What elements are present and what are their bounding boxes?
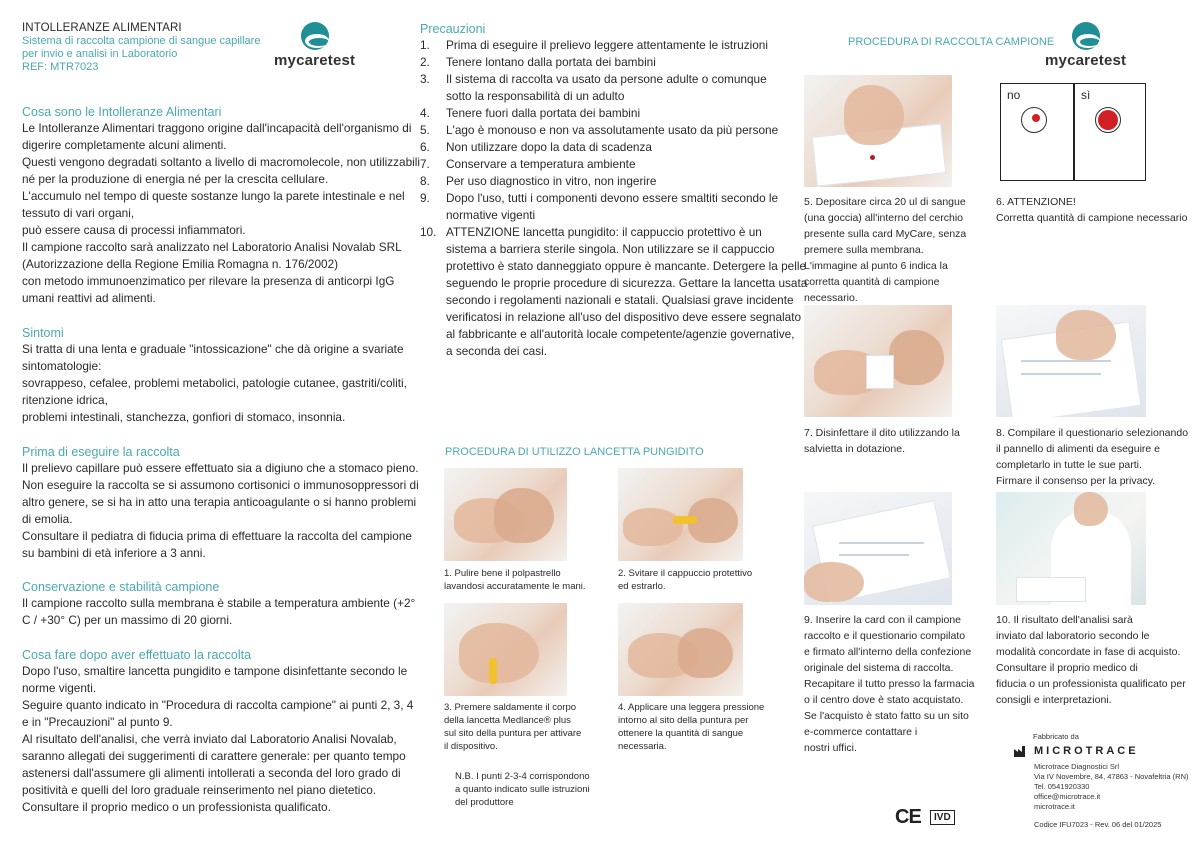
lancet-procedure-heading: PROCEDURA DI UTILIZZO LANCETTA PUNGIDITO <box>445 446 704 458</box>
logo-word: mycaretest <box>274 52 356 69</box>
item-text: a seconda dei casi. <box>446 344 547 358</box>
text-line: Il prelievo capillare può essere effettuato sia a digiuno che a stomaco pieno. <box>22 461 419 475</box>
caption-line: necessario. <box>804 292 858 304</box>
item-number: 2. <box>420 55 430 69</box>
step1-caption <box>444 567 586 593</box>
section-sintomi <box>22 326 407 426</box>
step8-caption <box>996 425 1188 489</box>
section-heading: Conservazione e stabilità campione <box>22 580 220 594</box>
section-prima <box>22 445 419 562</box>
ivd-mark: IVD <box>930 810 955 825</box>
caption-line: ottenere la quantità di sangue <box>618 728 744 739</box>
logo-icon <box>301 22 329 50</box>
address-line: Via IV Novembre, 84, 47863 - Novafeltria (RN) <box>1034 772 1189 781</box>
header-block <box>22 22 282 74</box>
section-heading: Precauzioni <box>420 22 486 36</box>
text-line: Non eseguire la raccolta se si assumono cortisonici o immunosoppressori di <box>22 478 419 492</box>
text-line: Dopo l'uso, smaltire lancetta pungidito e tampone disinfettante secondo le <box>22 664 408 678</box>
text-line: problemi intestinali, stanchezza, gonfiori di stomaco, insonnia. <box>22 410 346 424</box>
caption-line: necessaria. <box>618 741 667 752</box>
list-item <box>420 54 790 71</box>
caption-line: Recapitare il tutto presso la farmacia <box>804 678 975 690</box>
header-subtitle-line: Sistema di raccolta campione di sangue capillare <box>22 35 261 47</box>
text-line: norme vigenti. <box>22 681 97 695</box>
section-precauzioni <box>420 22 808 360</box>
text-line: sovrappeso, cefalee, problemi metabolici, patologie cutanee, gastriti/coliti, <box>22 376 407 390</box>
text-line: Questi vengono degradati soltanto a livello di macromolecole, non utilizzabili <box>22 155 421 169</box>
item-text: Non utilizzare dopo la data di scadenza <box>446 140 652 154</box>
caption-line: e-commerce contattare i <box>804 726 918 738</box>
item-text: normative vigenti <box>446 208 536 222</box>
step4-photo <box>618 603 743 696</box>
caption-line: salvietta in dotazione. <box>804 443 905 455</box>
item-number: 6. <box>420 140 430 154</box>
text-line: saranno allegati dei suggerimenti di carattere generale: per quanto tempo <box>22 749 406 763</box>
header-subtitle-line: per invio e analisi in Laboratorio <box>22 48 178 60</box>
caption-line: 5. Depositare circa 20 ul di sangue <box>804 196 966 208</box>
caption-line: sul sito della puntura per attivare <box>444 728 582 739</box>
text-line: su bambini di età inferiore a 3 anni. <box>22 546 206 560</box>
item-number: 9. <box>420 191 430 205</box>
note-line: N.B. I punti 2-3-4 corrispondono <box>455 771 590 782</box>
text-line: e in "Precauzioni" al punto 9. <box>22 715 173 729</box>
step8-photo <box>996 305 1146 417</box>
section-body <box>22 460 419 562</box>
text-line: (Autorizzazione della Regione Emilia Romagna n. 176/2002) <box>22 257 339 271</box>
section-body <box>22 341 407 426</box>
caption-line: 2. Svitare il cappuccio protettivo <box>618 568 753 579</box>
caption-line: consigli e interpretazioni. <box>996 694 1112 706</box>
email-line: office@microtrace.it <box>1034 792 1101 801</box>
caption-line: 7. Disinfettare il dito utilizzando la <box>804 427 960 439</box>
section-body <box>22 120 421 307</box>
item-number: 10. <box>420 225 437 239</box>
caption-line: nostri uffici. <box>804 742 857 754</box>
step2-photo <box>618 468 743 561</box>
item-text: Dopo l'uso, tutti i componenti devono essere smaltiti secondo le <box>446 191 779 205</box>
item-text: sistema a barriera sterile singola. Non utilizzare se il cappuccio <box>446 242 775 256</box>
panel-divider <box>1073 84 1075 180</box>
item-number: 1. <box>420 38 430 52</box>
list-item <box>420 105 790 122</box>
manufacturer-address <box>1034 762 1189 812</box>
manufacturer-label: Fabbricato da <box>1033 732 1079 741</box>
text-line: ritenzione idrica, <box>22 393 108 407</box>
section-intolleranze <box>22 105 421 307</box>
address-line: Microtrace Diagnostici Srl <box>1034 762 1120 771</box>
step6-caption <box>996 194 1187 226</box>
list-item <box>420 224 808 360</box>
section-conservazione <box>22 580 416 629</box>
item-text: verificatosi in relazione all'uso del dispositivo deve essere segnalato <box>446 310 802 324</box>
item-text: Il sistema di raccolta va usato da persone adulte o comunque <box>446 72 767 86</box>
text-line: sintomatologie: <box>22 359 102 373</box>
step7-photo <box>804 305 952 417</box>
item-text: Prima di eseguire il prelievo leggere attentamente le istruzioni <box>446 38 768 52</box>
caption-line: il pannello di alimenti da eseguire e <box>996 443 1161 455</box>
mycaretest-logo <box>1045 22 1126 69</box>
logo-icon <box>1072 22 1100 50</box>
step3-caption <box>444 701 581 753</box>
item-text: L'ago è monouso e non va assolutamente usato da più persone <box>446 123 779 137</box>
manufacturer-brand: MICROTRACE <box>1034 745 1139 757</box>
item-text: ATTENZIONE lancetta pungidito: il cappuccio protettivo è un <box>446 225 762 239</box>
caption-line: 9. Inserire la card con il campione <box>804 614 961 626</box>
text-line: C / +30° C) per un massimo di 20 giorni. <box>22 613 233 627</box>
section-body <box>22 663 414 816</box>
item-text: Conservare a temperatura ambiente <box>446 157 636 171</box>
item-number: 7. <box>420 157 430 171</box>
factory-icon <box>1013 744 1027 758</box>
caption-line: 6. ATTENZIONE! <box>996 196 1076 208</box>
item-number: 5. <box>420 123 430 137</box>
caption-line: intorno al sito della puntura per <box>618 715 749 726</box>
section-body <box>22 595 416 629</box>
text-line: Il campione raccolto sarà analizzato nel Laboratorio Analisi Novalab SRL <box>22 240 402 254</box>
step9-photo <box>804 492 952 605</box>
step5-photo <box>804 75 952 187</box>
text-line: positività e quelli del loro graduale reinserimento nel piano dietetico. <box>22 783 377 797</box>
step10-caption <box>996 612 1186 708</box>
section-heading: Cosa fare dopo aver effettuato la raccolta <box>22 648 252 662</box>
step9-caption <box>804 612 974 756</box>
caption-line: presente sulla card MyCare, senza <box>804 228 967 240</box>
caption-line: Corretta quantità di campione necessario <box>996 212 1188 224</box>
item-text: Tenere lontano dalla portata dei bambini <box>446 55 656 69</box>
step2-caption <box>618 567 752 593</box>
caption-line: 1. Pulire bene il polpastrello <box>444 568 561 579</box>
list-item <box>420 71 790 105</box>
step5-caption <box>804 194 966 306</box>
note-line: a quanto indicato sulle istruzioni <box>455 784 590 795</box>
section-heading: Sintomi <box>22 326 64 340</box>
address-line: Tel. 0541920330 <box>1034 782 1090 791</box>
caption-line: premere sulla membrana. <box>804 244 924 256</box>
item-text: secondo i regolamenti nazionali e statali. Qualsiasi grave incidente <box>446 293 794 307</box>
item-text: Per uso diagnostico in vitro, non ingerire <box>446 174 657 188</box>
text-line: Al risultato dell'analisi, che verrà inviato dal Laboratorio Analisi Novalab, <box>22 732 397 746</box>
text-line: altro genere, se si ha in atto una terapia anticoagulante o si hanno problemi <box>22 495 417 509</box>
step4-caption <box>618 701 764 753</box>
text-line: L'accumulo nel tempo di queste sostanze lungo la parete intestinale e nel <box>22 189 405 203</box>
precautions-list <box>420 37 808 360</box>
item-text: protettivo è stato danneggiato oppure è mancante. Detergere la pelle <box>446 259 807 273</box>
section-dopo <box>22 648 414 816</box>
list-item <box>420 173 790 190</box>
text-line: Seguire quanto indicato in "Procedura di raccolta campione" ai punti 2, 3, 4 <box>22 698 414 712</box>
header-ref: REF: MTR7023 <box>22 61 99 73</box>
text-line: può essere causa di processi infiammatori. <box>22 223 246 237</box>
list-item <box>420 190 790 224</box>
caption-line: fiducia o un professionista qualificato per <box>996 678 1186 690</box>
section-heading: Prima di eseguire la raccolta <box>22 445 180 459</box>
logo-word: mycaretest <box>1045 52 1127 69</box>
text-line: digerire completamente alcuni alimenti. <box>22 138 227 152</box>
item-number: 3. <box>420 72 430 86</box>
caption-line: originale del sistema di raccolta. <box>804 662 954 674</box>
collection-procedure-heading: PROCEDURA DI RACCOLTA CAMPIONE <box>848 36 1055 48</box>
item-text: sotto la responsabilità di un adulto <box>446 89 625 103</box>
small-blood-spot <box>1032 114 1040 122</box>
text-line: con metodo immunoenzimatico per rilevare la presenza di anticorpi IgG <box>22 274 395 288</box>
item-number: 4. <box>420 106 430 120</box>
text-line: né per la produzione di energia né per la crescita cellulare. <box>22 172 329 186</box>
list-item <box>420 122 790 139</box>
text-line: umani reattivi ad alimenti. <box>22 291 156 305</box>
caption-line: (una goccia) all'interno del cerchio <box>804 212 964 224</box>
text-line: Consultare il pediatra di fiducia prima di effettuare la raccolta del campione <box>22 529 412 543</box>
caption-line: 10. Il risultato dell'analisi sarà <box>996 614 1133 626</box>
caption-line: corretta quantità di campione <box>804 276 940 288</box>
item-text: Tenere fuori dalla portata dei bambini <box>446 106 641 120</box>
text-line: tessuto di vari organi, <box>22 206 135 220</box>
mycaretest-logo <box>274 22 355 69</box>
text-line: di emolia. <box>22 512 73 526</box>
si-label: sì <box>1081 88 1091 102</box>
document-code: Codice IFU7023 - Rev. 06 del 01/2025 <box>1034 820 1162 829</box>
caption-line: inviato dal laboratorio secondo le <box>996 630 1150 642</box>
text-line: astenersi dall'assumere gli alimenti intollerati a seconda del loro grado di <box>22 766 401 780</box>
caption-line: completarlo in tutte le sue parti. <box>996 459 1142 471</box>
text-line: Si tratta di una lenta e graduale "intossicazione" che dà origine a svariate <box>22 342 404 356</box>
caption-line: 4. Applicare una leggera pressione <box>618 702 765 713</box>
website-line: microtrace.it <box>1034 802 1075 811</box>
list-item <box>420 139 790 156</box>
lancet-note <box>455 770 590 809</box>
caption-line: modalità concordate in fase di acquisto. <box>996 646 1181 658</box>
header-title: INTOLLERANZE ALIMENTARI <box>22 22 182 34</box>
sample-quantity-panel <box>1000 83 1146 181</box>
no-label: no <box>1007 88 1021 102</box>
caption-line: 8. Compilare il questionario selezionando <box>996 427 1189 439</box>
ce-mark: CE <box>895 806 921 828</box>
caption-line: Se l'acquisto è stato fatto su un sito <box>804 710 969 722</box>
caption-line: e firmato all'interno della confezione <box>804 646 972 658</box>
caption-line: il dispositivo. <box>444 741 498 752</box>
list-item <box>420 37 790 54</box>
step7-caption <box>804 425 960 457</box>
caption-line: 3. Premere saldamente il corpo <box>444 702 577 713</box>
caption-line: della lancetta Medlance® plus <box>444 715 571 726</box>
caption-line: L'immagine al punto 6 indica la <box>804 260 948 272</box>
step10-photo <box>996 492 1146 605</box>
list-item <box>420 156 790 173</box>
text-line: Il campione raccolto sulla membrana è stabile a temperatura ambiente (+2° <box>22 596 416 610</box>
caption-line: Consultare il proprio medico di <box>996 662 1138 674</box>
caption-line: o il centro dove è stato acquistato. <box>804 694 964 706</box>
item-number: 8. <box>420 174 430 188</box>
section-heading: Cosa sono le Intolleranze Alimentari <box>22 105 222 119</box>
caption-line: ed estrarlo. <box>618 581 666 592</box>
caption-line: Firmare il consenso per la privacy. <box>996 475 1156 487</box>
note-line: del produttore <box>455 797 514 808</box>
caption-line: lavandosi accuratamente le mani. <box>444 581 586 592</box>
caption-line: raccolto e il questionario compilato <box>804 630 966 642</box>
text-line: Consultare il proprio medico o un professionista qualificato. <box>22 800 331 814</box>
text-line: Le Intolleranze Alimentari traggono origine dall'incapacità dell'organismo di <box>22 121 412 135</box>
item-text: al fabbricante e all'autorità locale competente/agenzie governative, <box>446 327 795 341</box>
step1-photo <box>444 468 567 561</box>
step3-photo <box>444 603 567 696</box>
item-text: seguendo le proprie procedure di sicurezza. Gettare la lancetta usata <box>446 276 808 290</box>
large-blood-spot <box>1098 110 1118 130</box>
